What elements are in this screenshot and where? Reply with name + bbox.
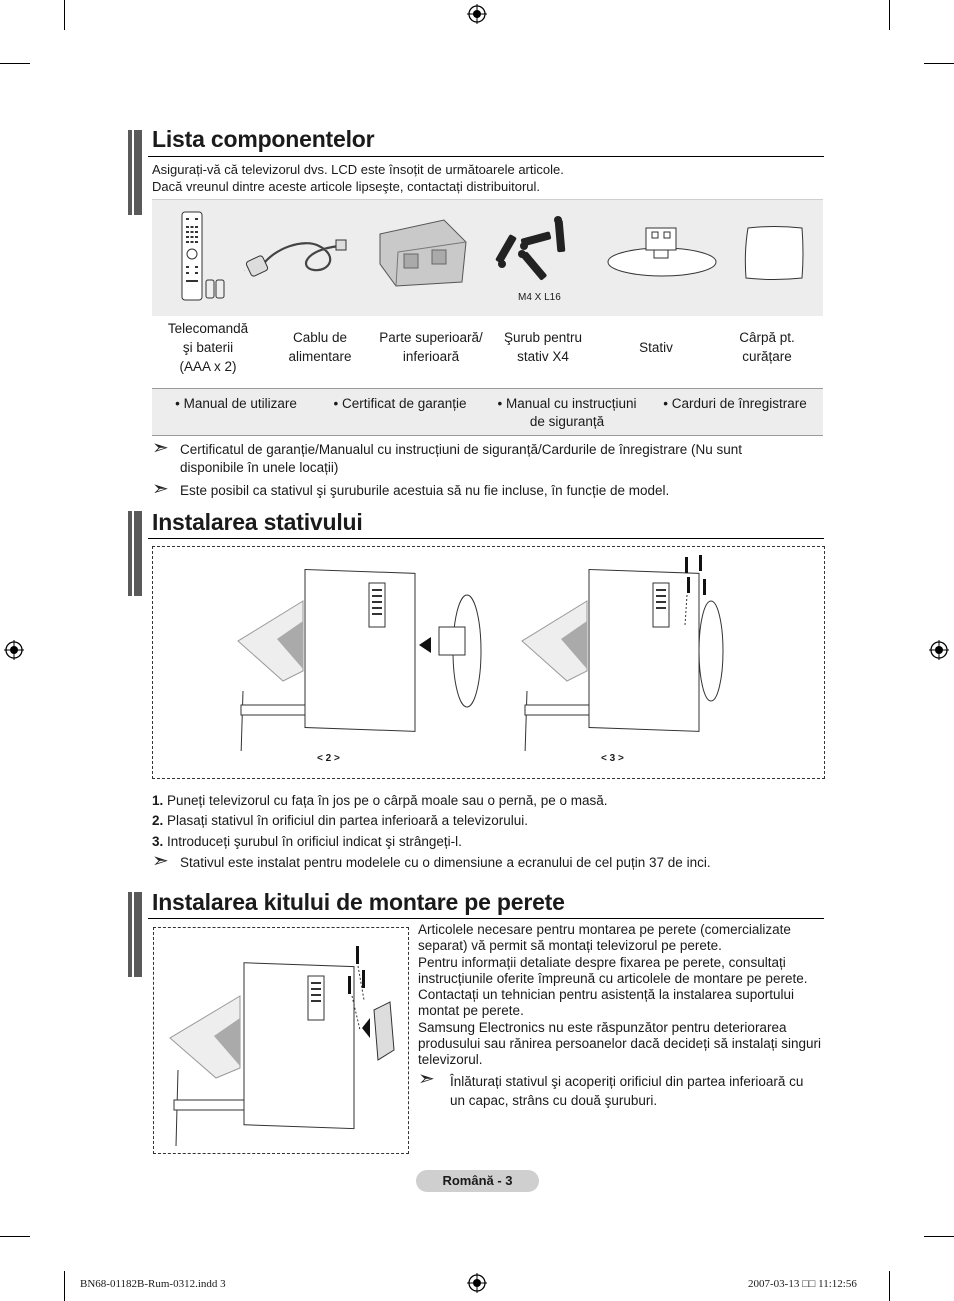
extra-item: • Manual de utilizare	[175, 396, 297, 411]
screw-spec: M4 X L16	[518, 292, 561, 303]
step: 3. Introduceți şurubul în orificiul indicat şi strângeți-l.	[152, 834, 462, 849]
section-title: Instalarea stativului	[152, 509, 363, 535]
component-label: Telecomandă şi baterii (AAA x 2)	[167, 321, 249, 374]
registration-mark-icon	[4, 640, 24, 660]
section-rule	[148, 918, 824, 919]
section-title: Lista componentelor	[152, 126, 375, 152]
paragraph: Samsung Electronics nu este răspunzător pentru deteriorarea produsului sau rănirea persoanelor dacă decideți să instalați singuri televizorul.	[418, 1019, 821, 1068]
wall-mount-figure	[164, 940, 400, 1146]
cover-part-icon	[374, 216, 470, 288]
registration-mark-icon	[467, 1273, 487, 1293]
registration-mark-icon	[929, 640, 949, 660]
step: 2. Plasați stativul în orificiul din partea inferioară a televizorului.	[152, 813, 528, 828]
crop-mark	[64, 1271, 65, 1301]
crop-mark	[0, 1236, 30, 1237]
section-rule	[148, 156, 824, 157]
component-label: Cârpă pt. curățare	[739, 330, 795, 364]
wall-mount-illustration	[153, 927, 409, 1154]
footer-timestamp: 2007-03-13 □□ 11:12:56	[748, 1278, 857, 1290]
component-label: Cablu de alimentare	[288, 330, 352, 364]
section-title: Instalarea kitului de montare pe perete	[152, 889, 565, 915]
remote-control-icon	[178, 210, 238, 302]
step: 1. Puneți televizorul cu fața în jos pe o cârpă moale sau o pernă, pe o masă.	[152, 793, 608, 808]
registration-mark-icon	[467, 4, 487, 24]
components-image-band	[152, 199, 823, 316]
extra-item: • Certificat de garanție	[333, 396, 467, 411]
extra-item: • Carduri de înregistrare	[663, 396, 807, 411]
wall-mount-text	[418, 922, 828, 1069]
section-bar	[128, 130, 142, 215]
power-cord-icon	[244, 228, 354, 288]
stand-illustration	[152, 546, 825, 779]
extra-item: • Manual cu instrucțiuni de siguranță	[497, 396, 637, 429]
page-number-badge: Română - 3	[416, 1170, 539, 1192]
crop-mark	[889, 1271, 890, 1301]
stand-icon	[606, 222, 718, 282]
stand-step2-illustration	[233, 561, 493, 751]
screws-icon	[494, 216, 574, 286]
note-arrow-icon: ➣	[152, 437, 169, 459]
component-label: Stativ	[639, 340, 673, 355]
component-label: Şurub pentru stativ X4	[503, 330, 583, 364]
section-bar	[128, 892, 142, 977]
stand-step3-illustration	[517, 555, 777, 751]
cleaning-cloth-icon	[742, 224, 806, 282]
component-label: Parte superioară/ inferioară	[379, 330, 483, 364]
crop-mark	[924, 63, 954, 64]
section-rule	[148, 538, 824, 539]
crop-mark	[64, 0, 65, 30]
footer-file-name: BN68-01182B-Rum-0312.indd 3	[80, 1278, 226, 1290]
figure-caption: < 3 >	[601, 753, 624, 764]
paragraph: Articolele necesare pentru montarea pe perete (comercializate separat) vă permit să montați televizorul pe perete.	[418, 922, 791, 954]
note-arrow-icon: ➣	[418, 1068, 435, 1090]
intro-line: Asigurați-vă că televizorul dvs. LCD este însoțit de următoarele articole.	[152, 162, 564, 177]
intro-line: Dacă vreunul dintre aceste articole lipseşte, contactați distribuitorul.	[152, 179, 541, 194]
crop-mark	[0, 63, 30, 64]
figure-caption: < 2 >	[317, 753, 340, 764]
note-arrow-icon: ➣	[152, 850, 169, 872]
extras-band	[152, 388, 823, 436]
crop-mark	[924, 1236, 954, 1237]
section-bar	[128, 511, 142, 596]
crop-mark	[889, 0, 890, 30]
paragraph: Pentru informații detaliate despre fixarea pe perete, consultați instrucțiunile oferite împreună cu articolele de montare pe perete. Contactați un tehnician pentru asistență la instalarea suportului montat pe perete.	[418, 954, 808, 1019]
intro-text	[152, 161, 564, 195]
note-arrow-icon: ➣	[152, 478, 169, 500]
